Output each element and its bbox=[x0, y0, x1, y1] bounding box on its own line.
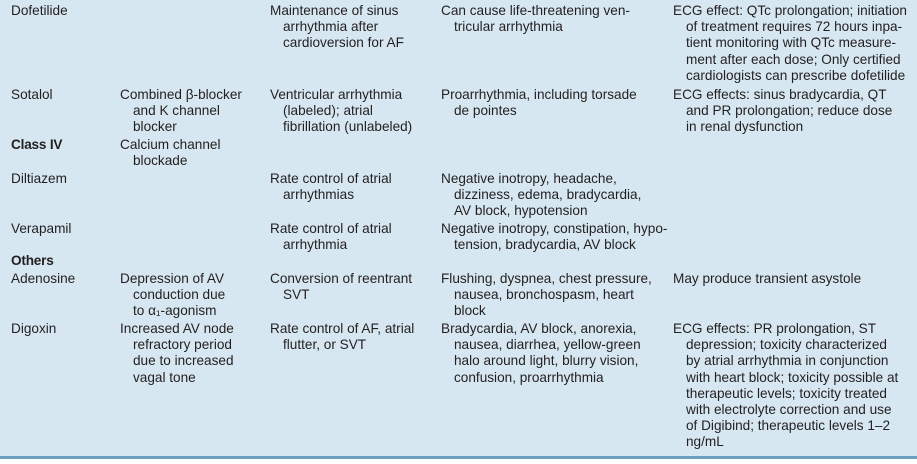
mechanism-cell bbox=[120, 321, 234, 386]
cell-line: and PR prolongation; reduce dose bbox=[686, 103, 893, 119]
cell-line: Increased AV node bbox=[120, 321, 234, 336]
cell-line: vagal tone bbox=[133, 369, 196, 385]
table-bottom-rule bbox=[0, 456, 917, 459]
cell-line: ECG effects: PR prolongation, ST bbox=[673, 321, 876, 336]
cell-line: ng/mL bbox=[686, 434, 724, 450]
cell-line: ment after each dose; Only certified bbox=[686, 51, 901, 67]
cell-line: ECG effects: sinus bradycardia, QT bbox=[673, 87, 887, 102]
cell-line: Maintenance of sinus bbox=[270, 3, 399, 18]
cell-line: tension, bradycardia, AV block bbox=[454, 237, 636, 253]
cell-line: (labeled); atrial bbox=[283, 103, 373, 119]
cell-line: Rate control of atrial bbox=[270, 171, 392, 186]
cell-line: conduction due bbox=[133, 287, 226, 303]
comments-cell bbox=[673, 3, 907, 84]
cell-line: arrhythmia bbox=[283, 237, 348, 253]
cell-line: to α₁-agonism bbox=[133, 303, 217, 319]
adverse-effects-cell bbox=[441, 3, 630, 35]
adverse-effects-cell bbox=[441, 321, 641, 386]
cell-line: with electrolyte correction and use bbox=[686, 402, 892, 418]
cell-line: blocker bbox=[133, 119, 177, 135]
adverse-effects-cell bbox=[441, 271, 652, 320]
class-name: Class IV bbox=[11, 137, 63, 152]
class-name: Others bbox=[11, 253, 54, 268]
indication-cell bbox=[270, 321, 414, 353]
cell-line: dizziness, edema, bradycardia, bbox=[454, 187, 642, 203]
indication-cell bbox=[270, 87, 412, 136]
cell-line: Calcium channel bbox=[120, 137, 221, 152]
adverse-effects-cell bbox=[441, 87, 637, 119]
comments-cell bbox=[673, 321, 898, 451]
cell-line: Rate control of AF, atrial bbox=[270, 321, 415, 336]
cell-line: Negative inotropy, headache, bbox=[441, 171, 617, 186]
drug-name: Diltiazem bbox=[11, 171, 67, 186]
mechanism-cell bbox=[120, 137, 221, 169]
cell-line: Ventricular arrhythmia bbox=[270, 87, 403, 102]
cell-line: with heart block; toxicity possible at bbox=[686, 369, 899, 385]
cell-line: Can cause life-threatening ven- bbox=[441, 3, 630, 18]
cell-line: SVT bbox=[283, 287, 310, 303]
comments-cell bbox=[673, 271, 861, 287]
drug-name: Digoxin bbox=[11, 321, 57, 336]
cell-line: May produce transient asystole bbox=[673, 271, 862, 286]
drug-name: Dofetilide bbox=[11, 3, 68, 18]
cell-line: Negative inotropy, constipation, hypo- bbox=[441, 221, 668, 236]
cell-line: depression; toxicity characterized bbox=[686, 337, 887, 353]
cell-line: flutter, or SVT bbox=[283, 337, 367, 353]
indication-cell bbox=[270, 271, 412, 303]
cell-line: block bbox=[454, 303, 486, 319]
cell-line: by atrial arrhythmia in conjunction bbox=[686, 353, 889, 369]
drug-name: Sotalol bbox=[11, 87, 53, 102]
cell-line: fibrillation (unlabeled) bbox=[283, 119, 413, 135]
mechanism-cell bbox=[120, 87, 242, 136]
cell-line: halo around light, blurry vision, bbox=[454, 353, 639, 369]
cell-line: therapeutic levels; toxicity treated bbox=[686, 385, 887, 401]
cell-line: tricular arrhythmia bbox=[454, 19, 563, 35]
cell-line: blockade bbox=[133, 153, 188, 169]
cell-line: of Digibind; therapeutic levels 1–2 bbox=[686, 418, 891, 434]
cell-line: confusion, proarrhythmia bbox=[454, 369, 604, 385]
cell-line: AV block, hypotension bbox=[454, 203, 588, 219]
indication-cell bbox=[270, 3, 404, 52]
cell-line: nausea, bronchospasm, heart bbox=[454, 287, 634, 303]
cell-line: tient monitoring with QTc measure- bbox=[686, 35, 897, 51]
cell-line: due to increased bbox=[133, 353, 234, 369]
cell-line: Rate control of atrial bbox=[270, 221, 392, 236]
cell-line: cardioversion for AF bbox=[283, 35, 404, 51]
mechanism-cell bbox=[120, 271, 225, 320]
cell-line: Bradycardia, AV block, anorexia, bbox=[441, 321, 637, 336]
cell-line: Proarrhythmia, including torsade bbox=[441, 87, 637, 102]
cell-line: arrhythmias bbox=[283, 187, 355, 203]
cell-line: Combined β-blocker bbox=[120, 87, 242, 102]
cell-line: Depression of AV bbox=[120, 271, 225, 286]
cell-line: in renal dysfunction bbox=[686, 119, 804, 135]
cell-line: cardiologists can prescribe dofetilide bbox=[686, 67, 906, 83]
drug-name: Adenosine bbox=[11, 271, 76, 286]
adverse-effects-cell bbox=[441, 171, 641, 220]
indication-cell bbox=[270, 171, 392, 203]
drug-name: Verapamil bbox=[11, 221, 72, 236]
cell-line: refractory period bbox=[133, 337, 232, 353]
cell-line: nausea, diarrhea, yellow-green bbox=[454, 337, 641, 353]
cell-line: Flushing, dyspnea, chest pressure, bbox=[441, 271, 652, 286]
cell-line: Conversion of reentrant bbox=[270, 271, 413, 286]
cell-line: of treatment requires 72 hours inpa- bbox=[686, 19, 903, 35]
cell-line: and K channel bbox=[133, 103, 220, 119]
cell-line: ECG effect: QTc prolongation; initiation bbox=[673, 3, 907, 18]
indication-cell bbox=[270, 221, 392, 253]
adverse-effects-cell bbox=[441, 221, 667, 253]
cell-line: arrhythmia after bbox=[283, 19, 379, 35]
cell-line: de pointes bbox=[454, 103, 517, 119]
comments-cell bbox=[673, 87, 892, 136]
